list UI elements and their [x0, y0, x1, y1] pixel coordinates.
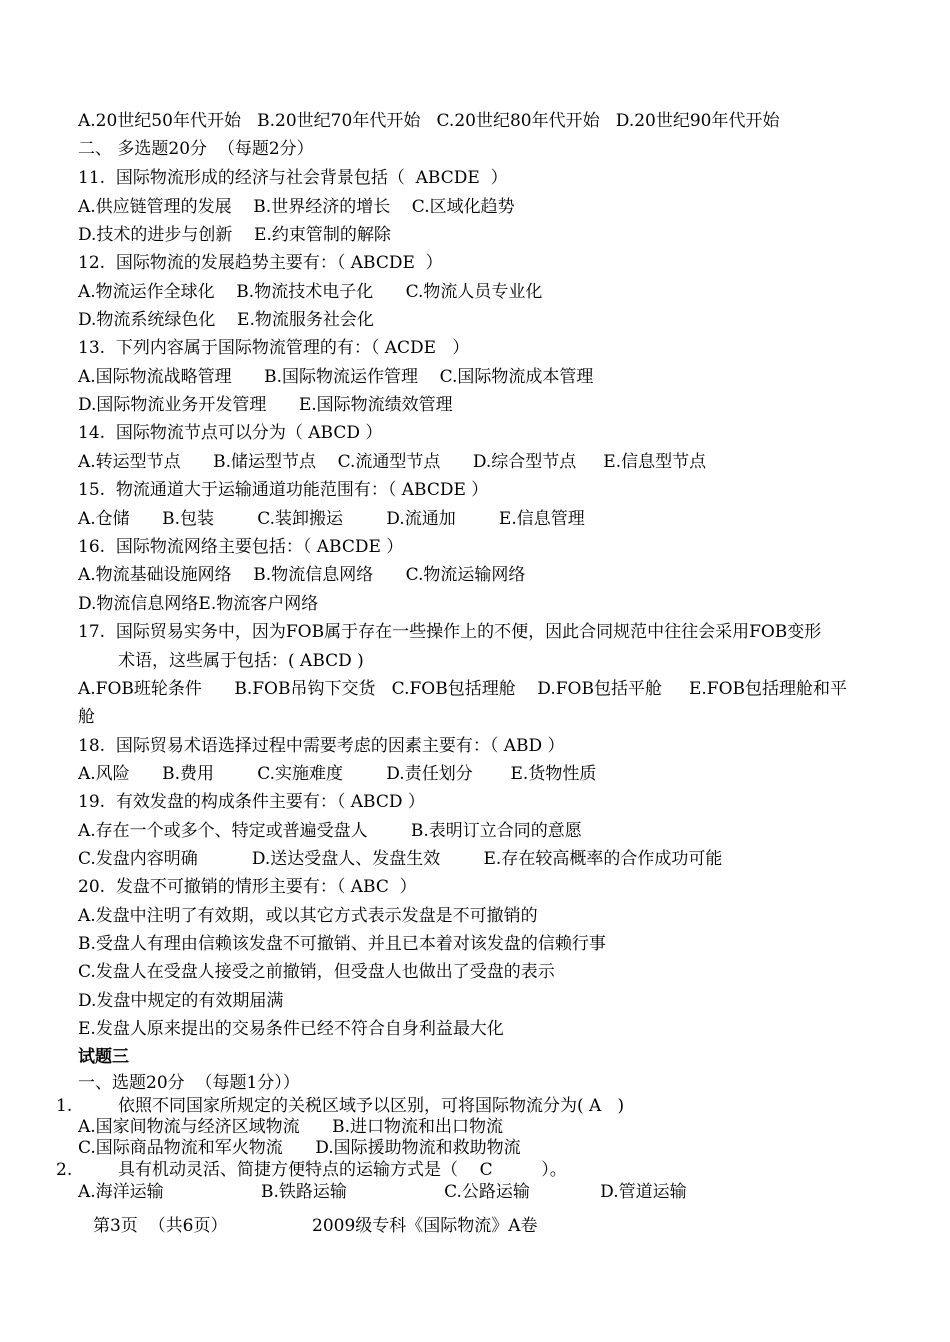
exam3-q1-text: 依照不同国家所规定的关税区域予以区别，可将国际物流分为( A ): [118, 1096, 625, 1116]
question-16: 16. 国际物流网络主要包括：（ ABCDE ）: [78, 537, 404, 557]
section2-heading: 二、 多选题20分 （每题2分）: [78, 139, 314, 159]
q13-options-2: D.国际物流业务开发管理 E.国际物流绩效管理: [78, 395, 453, 415]
exam3-q1-options-2: C.国际商品物流和军火物流 D.国际援助物流和救助物流: [78, 1138, 521, 1158]
q11-options-1: A.供应链管理的发展 B.世界经济的增长 C.区域化趋势: [78, 197, 515, 217]
q16-options-2: D.物流信息网络E.物流客户网络: [78, 594, 319, 614]
question-19: 19. 有效发盘的构成条件主要有：（ ABCD ）: [78, 792, 425, 812]
q12-options-2: D.物流系统绿色化 E.物流服务社会化: [78, 310, 374, 330]
footer-exam-title: 2009级专科《国际物流》A卷: [312, 1216, 538, 1236]
question-11: 11. 国际物流形成的经济与社会背景包括（ ABCDE ）: [78, 168, 508, 188]
q20-option-b: B.受盘人有理由信赖该发盘不可撤销、并且已本着对该发盘的信赖行事: [78, 934, 606, 954]
q16-options-1: A.物流基础设施网络 B.物流信息网络 C.物流运输网络: [78, 565, 526, 585]
exam3-q2-options: A.海洋运输 B.铁路运输 C.公路运输 D.管道运输: [78, 1182, 687, 1202]
question-20: 20. 发盘不可撤销的情形主要有：（ ABC ）: [78, 877, 417, 897]
q13-options-1: A.国际物流战略管理 B.国际物流运作管理 C.国际物流成本管理: [78, 367, 594, 387]
question-15: 15. 物流通道大于运输通道功能范围有：（ ABCDE ）: [78, 480, 489, 500]
footer-page-number: 第3页 （共6页）: [93, 1216, 228, 1236]
q19-options-1: A.存在一个或多个、特定或普遍受盘人 B.表明订立合同的意愿: [78, 821, 582, 841]
q10-options: A.20世纪50年代开始 B.20世纪70年代开始 C.20世纪80年代开始 D.20世纪90年代开始: [78, 111, 780, 131]
question-12: 12. 国际物流的发展趋势主要有：（ ABCDE ）: [78, 253, 443, 273]
exam3-section1-heading: 一、选题20分 （每题1分））: [78, 1073, 300, 1093]
exam3-q1-options-1: A.国家间物流与经济区域物流 B.进口物流和出口物流: [78, 1117, 503, 1137]
q17-options-2: 舱: [78, 707, 95, 727]
q19-options-2: C.发盘内容明确 D.送达受盘人、发盘生效 E.存在较高概率的合作成功可能: [78, 849, 723, 869]
exam3-title: 试题三: [78, 1047, 129, 1067]
q20-option-a: A.发盘中注明了有效期，或以其它方式表示发盘是不可撤销的: [78, 906, 538, 926]
q18-options: A.风险 B.费用 C.实施难度 D.责任划分 E.货物性质: [78, 764, 597, 784]
question-14: 14. 国际物流节点可以分为（ ABCD ）: [78, 423, 383, 443]
question-17-line-1: 17. 国际贸易实务中，因为FOB属于存在一些操作上的不便，因此合同规范中往往会采用FOB变形: [78, 622, 822, 642]
q20-option-c: C.发盘人在受盘人接受之前撤销，但受盘人也做出了受盘的表示: [78, 962, 555, 982]
exam3-q2-text: 具有机动灵活、简捷方便特点的运输方式是（ C ）。: [118, 1160, 567, 1180]
question-17-line-2: 术语，这些属于包括：( ABCD ): [118, 651, 364, 671]
q20-option-d: D.发盘中规定的有效期届满: [78, 991, 284, 1011]
q14-options: A.转运型节点 B.储运型节点 C.流通型节点 D.综合型节点 E.信息型节点: [78, 452, 707, 472]
q15-options: A.仓储 B.包装 C.装卸搬运 D.流通加 E.信息管理: [78, 509, 585, 529]
question-18: 18. 国际贸易术语选择过程中需要考虑的因素主要有：（ ABD ）: [78, 736, 565, 756]
question-13: 13. 下列内容属于国际物流管理的有：（ ACDE ）: [78, 338, 470, 358]
q11-options-2: D.技术的进步与创新 E.约束管制的解除: [78, 225, 391, 245]
q17-options-1: A.FOB班轮条件 B.FOB吊钩下交货 C.FOB包括理舱 D.FOB包括平舱 E.FOB包括理舱和平: [78, 679, 848, 699]
exam3-q2-number: 2.: [56, 1160, 73, 1180]
exam3-q1-number: 1.: [56, 1096, 73, 1116]
q20-option-e: E.发盘人原来提出的交易条件已经不符合自身利益最大化: [78, 1019, 504, 1039]
q12-options-1: A.物流运作全球化 B.物流技术电子化 C.物流人员专业化: [78, 282, 543, 302]
